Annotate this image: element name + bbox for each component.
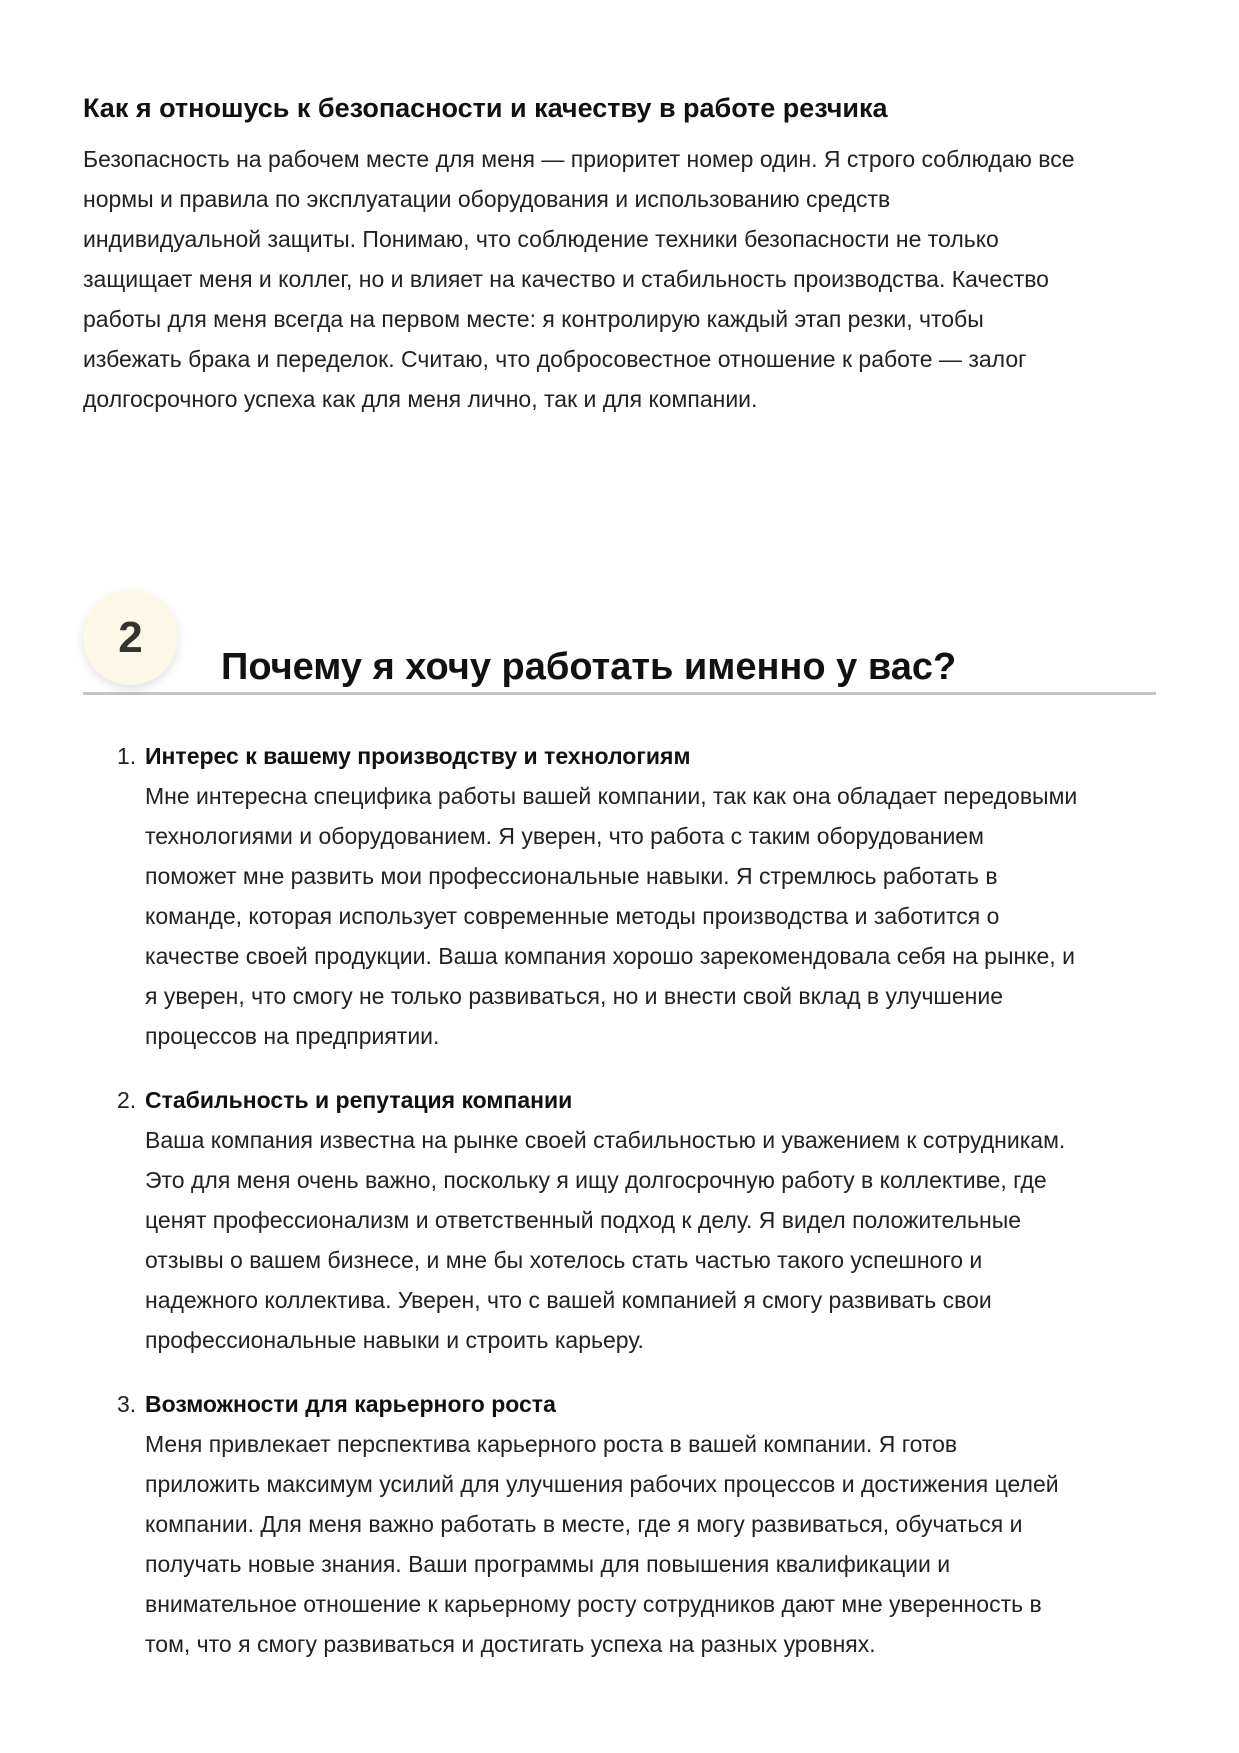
paragraph-line: защищает меня и коллег, но и влияет на качество и стабильность производства. Качество — [83, 266, 1049, 292]
section-number-badge: 2 — [83, 590, 178, 685]
subsection-paragraph — [83, 139, 1183, 419]
list-item-number: 2. — [117, 1087, 137, 1113]
list-item-text-line: Мне интересна специфика работы вашей компании, так как она обладает передовыми — [145, 783, 1078, 809]
list-item-text-line: внимательное отношение к карьерному росту сотрудников дают мне уверенность в — [145, 1591, 1042, 1617]
paragraph-line: избежать брака и переделок. Считаю, что добросовестное отношение к работе — залог — [83, 346, 1027, 372]
list-item — [117, 736, 1217, 1056]
list-item-text-line: отзывы о вашем бизнесе, и мне бы хотелось стать частью такого успешного и — [145, 1247, 983, 1273]
list-item-text-line: надежного коллектива. Уверен, что с вашей компанией я смогу развивать свои — [145, 1287, 992, 1313]
section-header — [83, 590, 1156, 695]
list-item-text-line: профессиональные навыки и строить карьеру. — [145, 1327, 644, 1353]
list-item-text-line: я уверен, что смогу не только развиваться, но и внести свой вклад в улучшение — [145, 983, 1004, 1009]
list-item-text-line: качестве своей продукции. Ваша компания хорошо зарекомендовала себя на рынке, и — [145, 943, 1075, 969]
paragraph-line: работы для меня всегда на первом месте: я контролирую каждый этап резки, чтобы — [83, 306, 984, 332]
list-item-text-line: ценят профессионализм и ответственный подход к делу. Я видел положительные — [145, 1207, 1022, 1233]
list-item-title: Стабильность и репутация компании — [145, 1087, 573, 1113]
list-item-text-line: приложить максимум усилий для улучшения рабочих процессов и достижения целей — [145, 1471, 1059, 1497]
list-item-text-line: получать новые знания. Ваши программы для повышения квалификации и — [145, 1551, 951, 1577]
paragraph-line: Безопасность на рабочем месте для меня — приоритет номер один. Я строго соблюдаю все — [83, 146, 1075, 172]
list-item-text-line: команде, которая использует современные методы производства и заботится о — [145, 903, 1000, 929]
list-item-number: 1. — [117, 743, 137, 769]
subsection-heading: Как я отношусь к безопасности и качеству в работе резчика — [83, 93, 888, 123]
list-item-text-line: Ваша компания известна на рынке своей стабильностью и уважением к сотрудникам. — [145, 1127, 1066, 1153]
paragraph-line: нормы и правила по эксплуатации оборудования и использованию средств — [83, 186, 891, 212]
list-item-title: Возможности для карьерного роста — [145, 1391, 556, 1417]
list-item-number: 3. — [117, 1391, 137, 1417]
list-item-text-line: процессов на предприятии. — [145, 1023, 440, 1049]
list-item-text-line: Это для меня очень важно, поскольку я ищу долгосрочную работу в коллективе, где — [145, 1167, 1047, 1193]
list-item-text-line: Меня привлекает перспектива карьерного роста в вашей компании. Я готов — [145, 1431, 958, 1457]
list-item-text-line: компании. Для меня важно работать в месте, где я могу развиваться, обучаться и — [145, 1511, 1023, 1537]
section-title: Почему я хочу работать именно у вас? — [221, 645, 957, 688]
paragraph-line: индивидуальной защиты. Понимаю, что соблюдение техники безопасности не только — [83, 226, 999, 252]
list-item-text-line: том, что я смогу развиваться и достигать успеха на разных уровнях. — [145, 1631, 876, 1657]
list-item-title: Интерес к вашему производству и технологиям — [145, 743, 691, 769]
list-item — [117, 1384, 1217, 1664]
reasons-list — [117, 736, 1217, 1688]
paragraph-line: долгосрочного успеха как для меня лично, так и для компании. — [83, 386, 758, 412]
list-item-text-line: поможет мне развить мои профессиональные навыки. Я стремлюсь работать в — [145, 863, 998, 889]
list-item-text-line: технологиями и оборудованием. Я уверен, что работа с таким оборудованием — [145, 823, 984, 849]
list-item — [117, 1080, 1217, 1360]
